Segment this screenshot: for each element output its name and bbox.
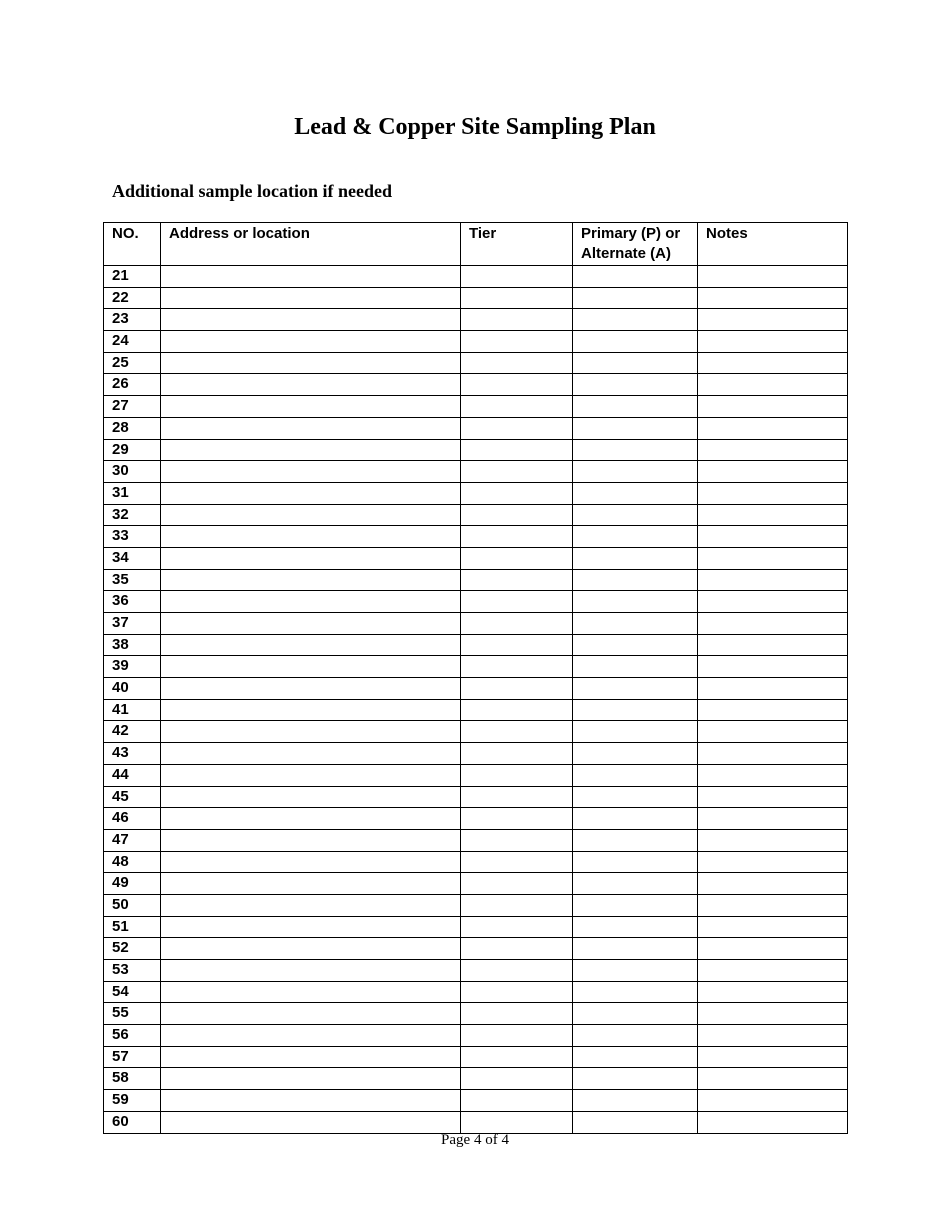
tier-cell[interactable] [461,656,573,678]
primary-alternate-cell[interactable] [573,417,698,439]
primary-alternate-cell[interactable] [573,743,698,765]
notes-cell[interactable] [698,764,848,786]
address-cell[interactable] [161,331,461,353]
tier-cell[interactable] [461,352,573,374]
tier-cell[interactable] [461,461,573,483]
notes-cell[interactable] [698,266,848,288]
section-heading: Additional sample location if needed [112,181,393,201]
notes-cell[interactable] [698,1025,848,1047]
primary-alternate-cell[interactable] [573,266,698,288]
row-number: 47 [104,829,161,851]
address-cell[interactable] [161,569,461,591]
notes-cell[interactable] [698,526,848,548]
primary-alternate-cell[interactable] [573,331,698,353]
row-number: 30 [104,461,161,483]
table-row [104,374,848,396]
row-number: 36 [104,591,161,613]
table-row [104,851,848,873]
tier-cell[interactable] [461,591,573,613]
address-cell[interactable] [161,873,461,895]
primary-alternate-cell[interactable] [573,699,698,721]
tier-cell[interactable] [461,721,573,743]
table-row [104,808,848,830]
primary-alternate-cell[interactable] [573,938,698,960]
column-header-primary-alternate: Primary (P) or Alternate (A) [573,223,698,266]
tier-cell[interactable] [461,613,573,635]
row-number: 40 [104,678,161,700]
row-number: 23 [104,309,161,331]
table-row [104,396,848,418]
notes-cell[interactable] [698,873,848,895]
notes-cell[interactable] [698,743,848,765]
primary-alternate-cell[interactable] [573,916,698,938]
row-number: 31 [104,482,161,504]
primary-alternate-cell[interactable] [573,960,698,982]
notes-cell[interactable] [698,1111,848,1133]
tier-cell[interactable] [461,981,573,1003]
row-number: 22 [104,287,161,309]
row-number: 39 [104,656,161,678]
primary-alternate-cell[interactable] [573,439,698,461]
row-number: 29 [104,439,161,461]
row-number: 59 [104,1090,161,1112]
address-cell[interactable] [161,743,461,765]
row-number: 34 [104,547,161,569]
address-cell[interactable] [161,374,461,396]
notes-cell[interactable] [698,331,848,353]
address-cell[interactable] [161,938,461,960]
primary-alternate-cell[interactable] [573,1046,698,1068]
row-number: 51 [104,916,161,938]
primary-alternate-cell[interactable] [573,786,698,808]
table-row [104,547,848,569]
table-row [104,764,848,786]
table-row [104,829,848,851]
table-row [104,482,848,504]
primary-alternate-cell[interactable] [573,504,698,526]
primary-alternate-cell[interactable] [573,374,698,396]
tier-cell[interactable] [461,482,573,504]
table-row [104,569,848,591]
notes-cell[interactable] [698,482,848,504]
notes-cell[interactable] [698,287,848,309]
row-number: 45 [104,786,161,808]
address-cell[interactable] [161,1090,461,1112]
primary-alternate-cell[interactable] [573,461,698,483]
sampling-table [103,222,848,1134]
address-cell[interactable] [161,656,461,678]
table-row [104,656,848,678]
tier-cell[interactable] [461,309,573,331]
notes-cell[interactable] [698,786,848,808]
primary-alternate-cell[interactable] [573,656,698,678]
tier-cell[interactable] [461,829,573,851]
tier-cell[interactable] [461,1111,573,1133]
row-number: 46 [104,808,161,830]
address-cell[interactable] [161,439,461,461]
table-row [104,309,848,331]
primary-alternate-cell[interactable] [573,721,698,743]
tier-cell[interactable] [461,417,573,439]
primary-alternate-cell[interactable] [573,1068,698,1090]
tier-cell[interactable] [461,1046,573,1068]
tier-cell[interactable] [461,699,573,721]
address-cell[interactable] [161,960,461,982]
table-row [104,287,848,309]
table-row [104,721,848,743]
address-cell[interactable] [161,591,461,613]
row-number: 48 [104,851,161,873]
tier-cell[interactable] [461,569,573,591]
notes-cell[interactable] [698,938,848,960]
address-cell[interactable] [161,981,461,1003]
primary-alternate-cell[interactable] [573,1090,698,1112]
row-number: 53 [104,960,161,982]
notes-cell[interactable] [698,1068,848,1090]
address-cell[interactable] [161,504,461,526]
table-row [104,1046,848,1068]
row-number: 50 [104,894,161,916]
address-cell[interactable] [161,764,461,786]
address-cell[interactable] [161,851,461,873]
notes-cell[interactable] [698,352,848,374]
row-number: 27 [104,396,161,418]
address-cell[interactable] [161,894,461,916]
table-row [104,1090,848,1112]
row-number: 33 [104,526,161,548]
address-cell[interactable] [161,808,461,830]
column-header-notes: Notes [698,223,848,266]
primary-alternate-cell[interactable] [573,634,698,656]
primary-alternate-cell[interactable] [573,591,698,613]
notes-cell[interactable] [698,894,848,916]
table-row [104,591,848,613]
tier-cell[interactable] [461,786,573,808]
table-row [104,916,848,938]
table-row [104,960,848,982]
address-cell[interactable] [161,526,461,548]
primary-alternate-cell[interactable] [573,482,698,504]
row-number: 38 [104,634,161,656]
notes-cell[interactable] [698,1046,848,1068]
page-footer: Page 4 of 4 [441,1132,509,1148]
primary-alternate-cell[interactable] [573,894,698,916]
tier-cell[interactable] [461,526,573,548]
address-cell[interactable] [161,721,461,743]
table-row [104,613,848,635]
row-number: 35 [104,569,161,591]
primary-alternate-cell[interactable] [573,873,698,895]
primary-alternate-cell[interactable] [573,547,698,569]
notes-cell[interactable] [698,634,848,656]
row-number: 56 [104,1025,161,1047]
primary-alternate-cell[interactable] [573,1003,698,1025]
address-cell[interactable] [161,678,461,700]
primary-alternate-cell[interactable] [573,981,698,1003]
notes-cell[interactable] [698,829,848,851]
tier-cell[interactable] [461,266,573,288]
table-row [104,417,848,439]
row-number: 41 [104,699,161,721]
primary-alternate-cell[interactable] [573,851,698,873]
notes-cell[interactable] [698,699,848,721]
page-title: Lead & Copper Site Sampling Plan [294,114,656,140]
primary-alternate-cell[interactable] [573,829,698,851]
notes-cell[interactable] [698,960,848,982]
row-number: 54 [104,981,161,1003]
column-header-tier: Tier [461,223,573,266]
tier-cell[interactable] [461,764,573,786]
table-row [104,1003,848,1025]
address-cell[interactable] [161,829,461,851]
table-row [104,699,848,721]
row-number: 42 [104,721,161,743]
primary-alternate-cell[interactable] [573,396,698,418]
address-cell[interactable] [161,266,461,288]
primary-alternate-cell[interactable] [573,808,698,830]
table-row [104,504,848,526]
address-cell[interactable] [161,547,461,569]
row-number: 58 [104,1068,161,1090]
primary-alternate-cell[interactable] [573,352,698,374]
row-number: 57 [104,1046,161,1068]
table-row [104,894,848,916]
primary-alternate-cell[interactable] [573,1111,698,1133]
notes-cell[interactable] [698,547,848,569]
table-body [104,266,848,1134]
row-number: 26 [104,374,161,396]
notes-cell[interactable] [698,591,848,613]
table-row [104,634,848,656]
notes-cell[interactable] [698,417,848,439]
row-number: 52 [104,938,161,960]
primary-alternate-cell[interactable] [573,613,698,635]
notes-cell[interactable] [698,981,848,1003]
address-cell[interactable] [161,396,461,418]
header-row [104,223,848,266]
table-row [104,1111,848,1133]
tier-cell[interactable] [461,374,573,396]
row-number: 25 [104,352,161,374]
notes-cell[interactable] [698,678,848,700]
notes-cell[interactable] [698,808,848,830]
address-cell[interactable] [161,287,461,309]
tier-cell[interactable] [461,916,573,938]
row-number: 32 [104,504,161,526]
primary-alternate-cell[interactable] [573,526,698,548]
address-cell[interactable] [161,786,461,808]
tier-cell[interactable] [461,331,573,353]
table-row [104,938,848,960]
notes-cell[interactable] [698,461,848,483]
tier-cell[interactable] [461,1003,573,1025]
tier-cell[interactable] [461,439,573,461]
tier-cell[interactable] [461,396,573,418]
tier-cell[interactable] [461,938,573,960]
address-cell[interactable] [161,461,461,483]
notes-cell[interactable] [698,613,848,635]
row-number: 49 [104,873,161,895]
tier-cell[interactable] [461,547,573,569]
column-header-address: Address or location [161,223,461,266]
table-row [104,526,848,548]
notes-cell[interactable] [698,1003,848,1025]
table-row [104,461,848,483]
tier-cell[interactable] [461,960,573,982]
notes-cell[interactable] [698,374,848,396]
primary-alternate-cell[interactable] [573,287,698,309]
tier-cell[interactable] [461,678,573,700]
table-row [104,331,848,353]
address-cell[interactable] [161,1111,461,1133]
address-cell[interactable] [161,1025,461,1047]
table-row [104,1068,848,1090]
tier-cell[interactable] [461,1025,573,1047]
table-row [104,439,848,461]
notes-cell[interactable] [698,1090,848,1112]
tier-cell[interactable] [461,808,573,830]
address-cell[interactable] [161,916,461,938]
notes-cell[interactable] [698,309,848,331]
notes-cell[interactable] [698,721,848,743]
notes-cell[interactable] [698,504,848,526]
table-row [104,743,848,765]
notes-cell[interactable] [698,916,848,938]
address-cell[interactable] [161,1068,461,1090]
column-header-no: NO. [104,223,161,266]
notes-cell[interactable] [698,396,848,418]
address-cell[interactable] [161,634,461,656]
table-row [104,678,848,700]
table-header [104,223,848,266]
notes-cell[interactable] [698,656,848,678]
tier-cell[interactable] [461,634,573,656]
address-cell[interactable] [161,699,461,721]
row-number: 28 [104,417,161,439]
address-cell[interactable] [161,1046,461,1068]
notes-cell[interactable] [698,439,848,461]
address-cell[interactable] [161,613,461,635]
row-number: 37 [104,613,161,635]
table-row [104,786,848,808]
address-cell[interactable] [161,309,461,331]
table-row [104,981,848,1003]
tier-cell[interactable] [461,504,573,526]
tier-cell[interactable] [461,743,573,765]
tier-cell[interactable] [461,1090,573,1112]
table-row [104,266,848,288]
tier-cell[interactable] [461,1068,573,1090]
table-row [104,1025,848,1047]
row-number: 21 [104,266,161,288]
address-cell[interactable] [161,417,461,439]
table-row [104,873,848,895]
notes-cell[interactable] [698,569,848,591]
row-number: 43 [104,743,161,765]
address-cell[interactable] [161,1003,461,1025]
row-number: 60 [104,1111,161,1133]
primary-alternate-cell[interactable] [573,569,698,591]
row-number: 24 [104,331,161,353]
notes-cell[interactable] [698,851,848,873]
primary-alternate-cell[interactable] [573,1025,698,1047]
table-row [104,352,848,374]
row-number: 55 [104,1003,161,1025]
tier-cell[interactable] [461,873,573,895]
address-cell[interactable] [161,482,461,504]
row-number: 44 [104,764,161,786]
primary-alternate-cell[interactable] [573,309,698,331]
tier-cell[interactable] [461,894,573,916]
primary-alternate-cell[interactable] [573,764,698,786]
tier-cell[interactable] [461,851,573,873]
primary-alternate-cell[interactable] [573,678,698,700]
tier-cell[interactable] [461,287,573,309]
address-cell[interactable] [161,352,461,374]
